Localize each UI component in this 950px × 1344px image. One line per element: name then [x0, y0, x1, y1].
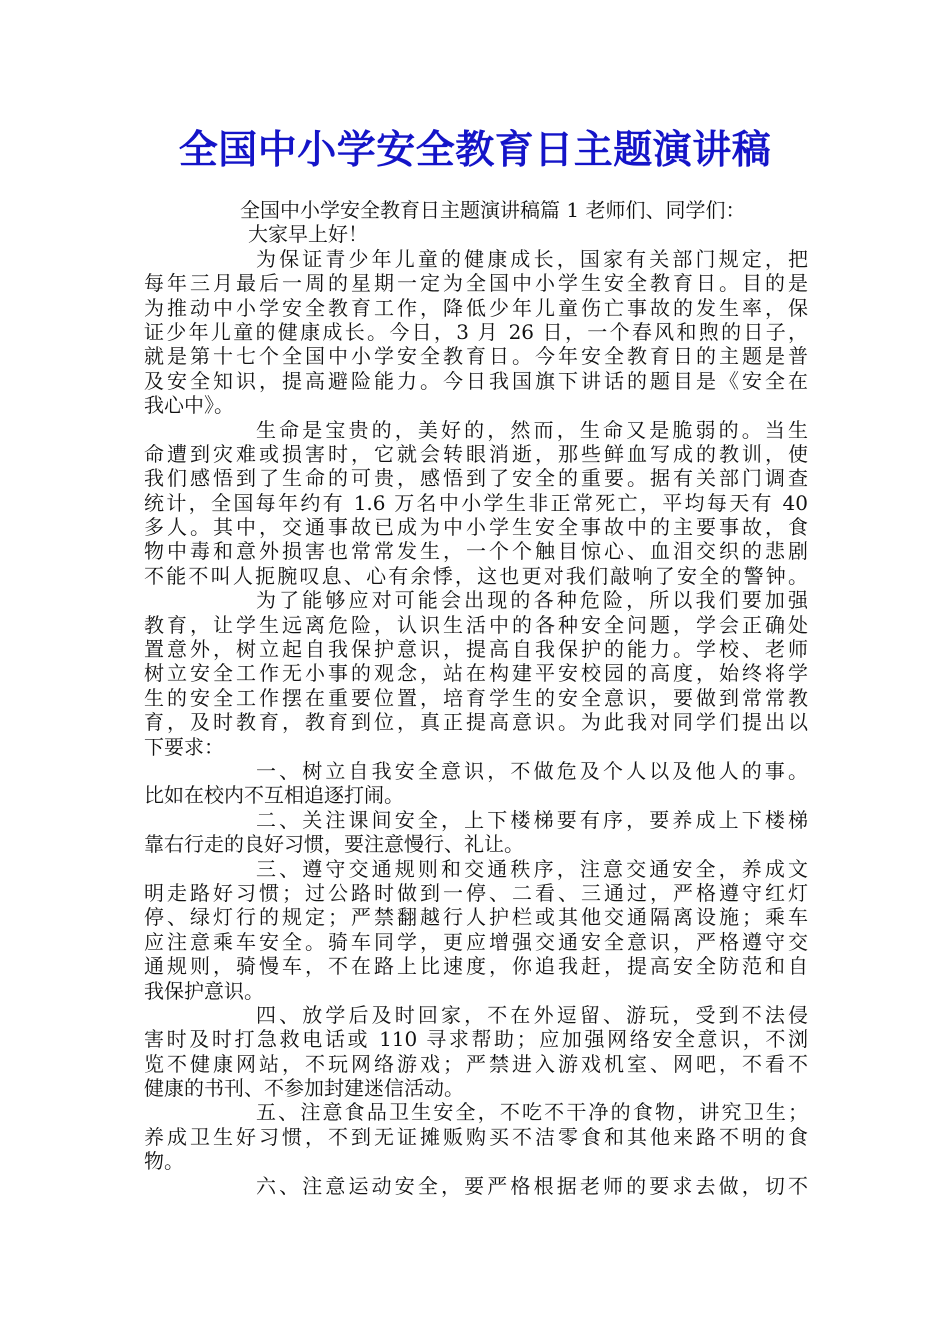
text-line: 我心中》。: [144, 393, 234, 418]
text-line: 我保护意识。: [144, 978, 264, 1003]
text-line: 我们感悟到了生命的可贵，感悟到了安全的重要。据有关部门调查: [144, 466, 808, 491]
text-line: 教育，让学生远离危险，认识生活中的各种安全问题，学会正确处: [144, 612, 808, 637]
text-line: 命遭到灾难或损害时，它就会转眼消逝，那些鲜血写成的教训，使: [144, 441, 808, 466]
text-line: 就是第十七个全国中小学安全教育日。今年安全教育日的主题是普: [144, 344, 808, 369]
text-line: 一、树立自我安全意识，不做危及个人以及他人的事。: [256, 758, 808, 783]
text-line: 为了能够应对可能会出现的各种危险，所以我们要加强: [256, 588, 808, 613]
text-line: 四、放学后及时回家，不在外逗留、游玩，受到不法侵: [256, 1002, 808, 1027]
text-line: 应注意乘车安全。骑车同学，更应增强交通安全意识，严格遵守交: [144, 929, 808, 954]
text-line: 六、注意运动安全，要严格根据老师的要求去做，切不: [256, 1173, 808, 1198]
text-line: 大家早上好！: [248, 222, 368, 247]
text-line: 统计，全国每年约有 1.6 万名中小学生非正常死亡，平均每天有 40: [144, 490, 808, 515]
text-line: 为推动中小学安全教育工作，降低少年儿童伤亡事故的发生率，保: [144, 295, 808, 320]
text-line: 物。: [144, 1149, 184, 1174]
text-line: 生命是宝贵的，美好的，然而，生命又是脆弱的。当生: [256, 417, 808, 442]
text-line: 养成卫生好习惯，不到无证摊贩购买不洁零食和其他来路不明的食: [144, 1124, 808, 1149]
text-line: 三、遵守交通规则和交通秩序，注意交通安全，养成文: [256, 856, 808, 881]
text-line: 及安全知识，提高避险能力。今日我国旗下讲话的题目是《安全在: [144, 368, 808, 393]
document-title: 全国中小学安全教育日主题演讲稿: [178, 127, 772, 173]
text-line: 明走路好习惯；过公路时做到一停、二看、三通过，严格遵守红灯: [144, 880, 808, 905]
text-line: 通规则，骑慢车，不在路上比速度，你追我赶，提高安全防范和自: [144, 954, 808, 979]
text-line: 每年三月最后一周的星期一定为全国中小学生安全教育日。目的是: [144, 271, 808, 296]
text-line: 靠右行走的良好习惯，要注意慢行、礼让。: [144, 832, 524, 857]
document-body: [144, 198, 808, 1198]
text-line: 健康的书刊、不参加封建迷信活动。: [144, 1076, 464, 1101]
text-line: 览不健康网站，不玩网络游戏；严禁进入游戏机室、网吧，不看不: [144, 1051, 808, 1076]
text-line: 二、关注课间安全，上下楼梯要有序，要养成上下楼梯: [256, 807, 808, 832]
text-line: 害时及时打急救电话或 110 寻求帮助；应加强网络安全意识，不浏: [144, 1027, 808, 1052]
text-line: 为保证青少年儿童的健康成长，国家有关部门规定，把: [256, 246, 808, 271]
text-line: 停、绿灯行的规定；严禁翻越行人护栏或其他交通隔离设施；乘车: [144, 905, 808, 930]
text-line: 下要求：: [144, 734, 224, 759]
text-line: 比如在校内不互相追逐打闹。: [144, 783, 404, 808]
text-line: 多人。其中，交通事故已成为中小学生安全事故中的主要事故，食: [144, 515, 808, 540]
text-line: 树立安全工作无小事的观念，站在构建平安校园的高度，始终将学: [144, 661, 808, 686]
text-line: 生的安全工作摆在重要位置，培育学生的安全意识，要做到常常教: [144, 685, 808, 710]
text-line: 五、注意食品卫生安全，不吃不干净的食物，讲究卫生；: [256, 1100, 808, 1125]
text-line: 全国中小学安全教育日主题演讲稿篇 1 老师们、同学们：: [240, 198, 746, 222]
text-line: 不能不叫人扼腕叹息、心有余悸，这也更对我们敲响了安全的警钟。: [144, 563, 808, 588]
text-line: 证少年儿童的健康成长。今日，3 月 26 日，一个春风和煦的日子，: [144, 319, 808, 344]
text-line: 育，及时教育，教育到位，真正提高意识。为此我对同学们提出以: [144, 710, 808, 735]
text-line: 物中毒和意外损害也常常发生，一个个触目惊心、血泪交织的悲剧: [144, 539, 808, 564]
text-line: 置意外，树立起自我保护意识，提高自我保护的能力。学校、老师: [144, 637, 808, 662]
